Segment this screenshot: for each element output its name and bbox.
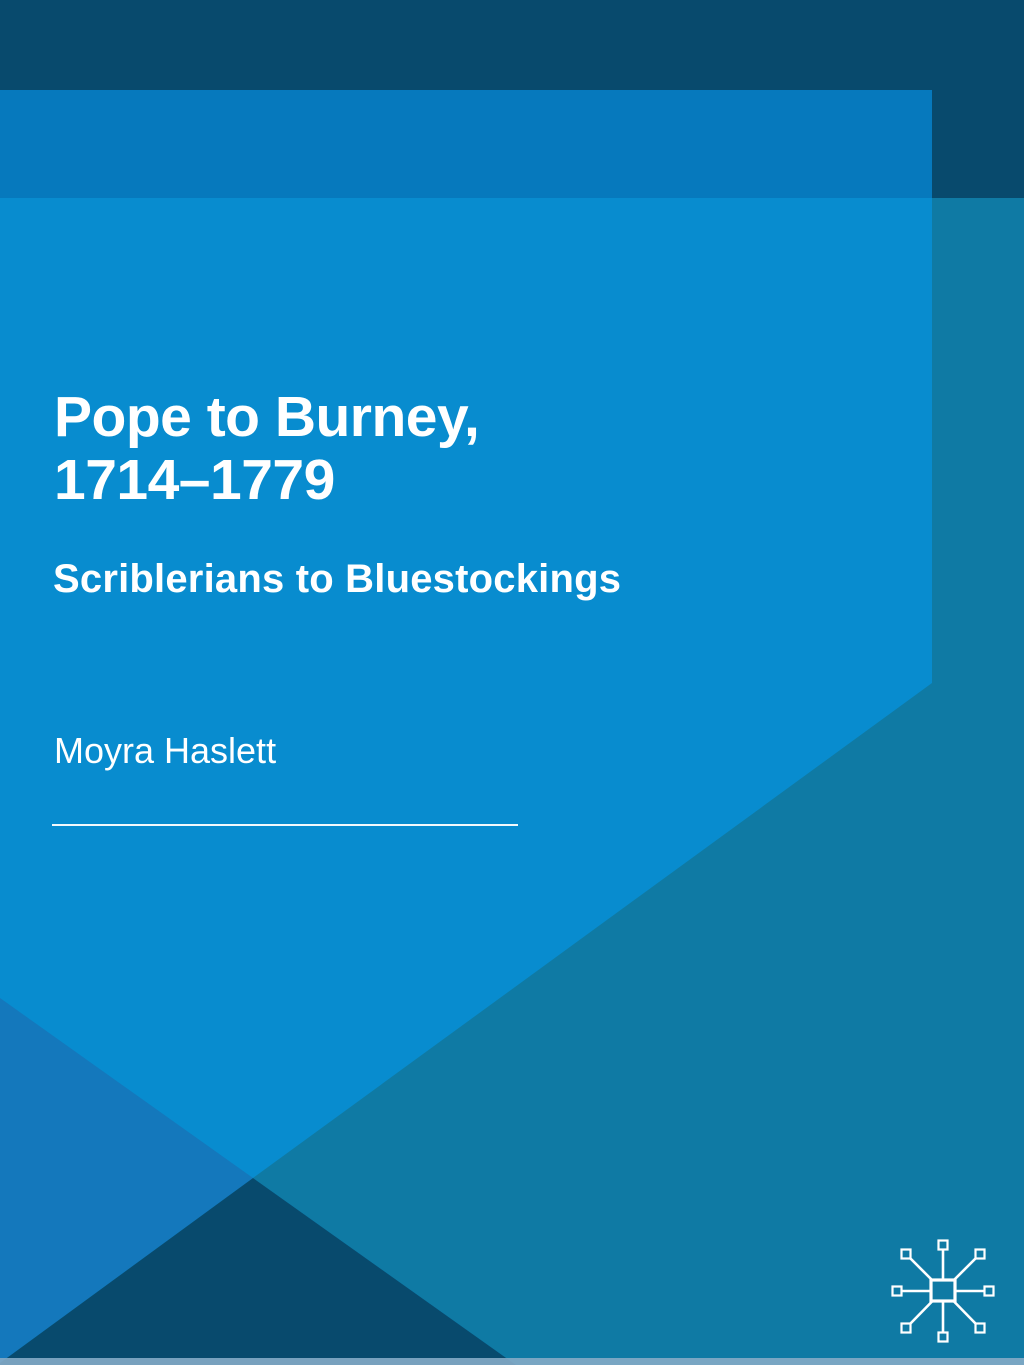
divider-line [52,824,518,826]
top-right-navy-block [932,0,1024,198]
top-navy-band [0,0,1024,90]
book-title-line-2: 1714–1779 [54,448,335,512]
mid-blue-band [0,90,932,198]
book-title-line-1: Pope to Burney, [54,385,480,449]
bottom-edge-strip [0,1358,1024,1365]
book-title [54,386,479,512]
publisher-logo-icon [888,1236,998,1346]
author-name: Moyra Haslett [54,730,277,771]
book-subtitle: Scriblerians to Bluestockings [53,557,622,601]
